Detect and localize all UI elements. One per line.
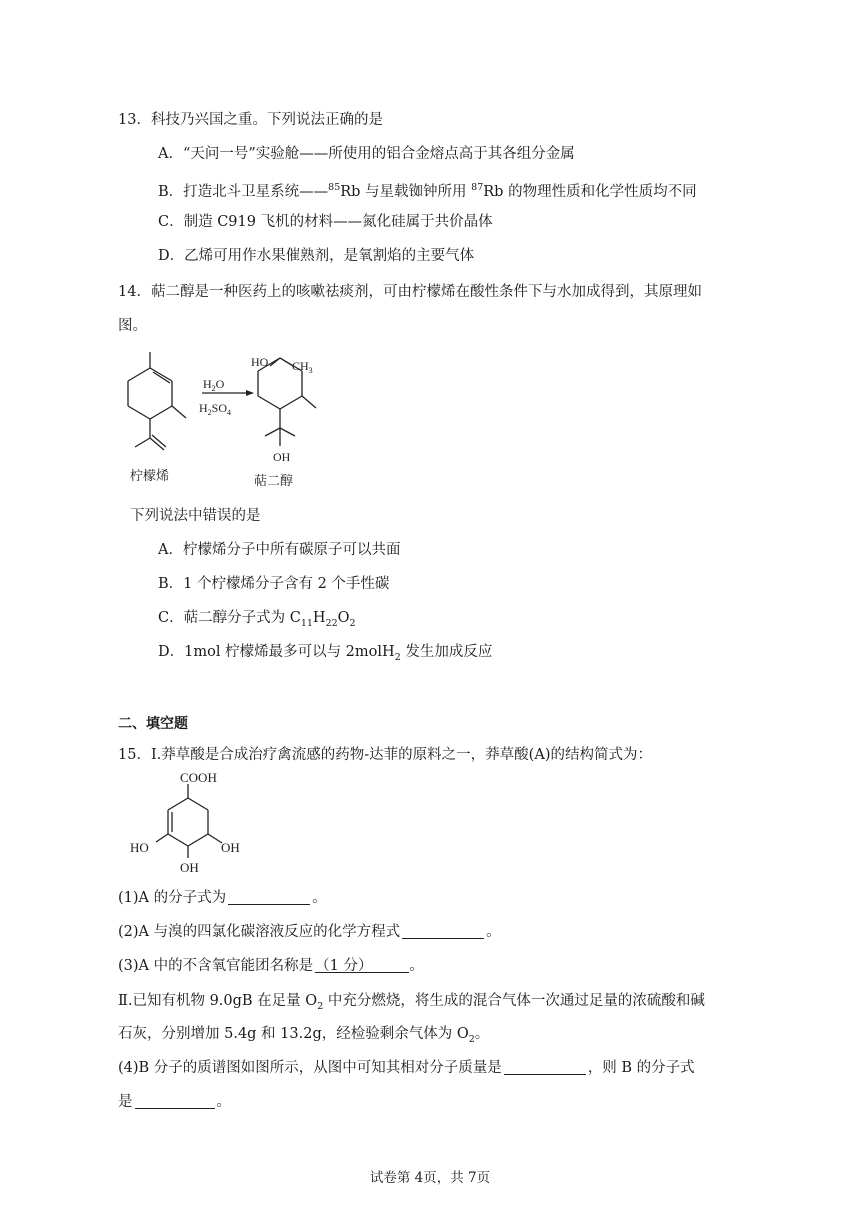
q14-option-d	[158, 642, 492, 668]
reagent-h2o-o: O	[215, 377, 225, 391]
q15-part3-end: 。	[409, 958, 424, 974]
reaction-scheme	[120, 340, 350, 500]
oh-right-label: OH	[221, 840, 240, 855]
q15-part2	[118, 922, 501, 942]
part2-l2-pre: 石灰，分别增加 5.4g 和 13.2g，经检验剩余气体为 O	[118, 1026, 469, 1042]
q15-part4	[118, 1058, 695, 1078]
answer-blank-1[interactable]	[228, 889, 310, 905]
q13-option-c: C．制造 C919 飞机的材料——氮化硅属于共价晶体	[158, 214, 493, 230]
part2-l1-pre: Ⅱ.已知有机物 9.0gB 在足量 O	[118, 993, 318, 1009]
q13-stem: 13．科技乃兴国之重。下列说法正确的是	[118, 112, 383, 128]
o2-sub-1: 2	[317, 1000, 324, 1012]
q14-option-a: A．柠檬烯分子中所有碳原子可以共面	[158, 542, 401, 558]
formula-sub-h: 22	[325, 617, 338, 629]
part2-l1-post: 中充分燃烧，将生成的混合气体一次通过足量的浓硫酸和碱	[323, 993, 705, 1009]
q14-stem-line2: 图。	[118, 318, 147, 334]
reagent-h2so4-h: H	[199, 401, 208, 415]
q14-option-b: B．1 个柠檬烯分子含有 2 个手性碳	[158, 576, 390, 592]
cooh-label: COOH	[180, 770, 217, 785]
terpin-ch3-label: CH	[292, 359, 309, 373]
q15-part1-text: (1)A 的分子式为	[118, 890, 227, 906]
o2-sub-2: 2	[468, 1033, 475, 1045]
q14-stem-line1: 14．萜二醇是一种医药上的咳嗽祛痰剂，可由柠檬烯在酸性条件下与水加成得到，其原理如	[118, 284, 702, 300]
limonene-name: 柠檬烯	[130, 468, 170, 483]
terpin-name: 萜二醇	[254, 473, 294, 488]
q15-part1-end: 。	[312, 890, 327, 906]
oh-bottom-label: OH	[180, 860, 199, 875]
terpin-ch3-sub: 3	[308, 366, 313, 375]
reagent-h2so4-so: SO	[211, 401, 228, 415]
reagent-h2so4-sub1: 2	[207, 408, 212, 417]
q13-option-b-mid: Rb 与星载铷钟所用	[340, 183, 472, 200]
q13-option-a: A．“天问一号”实验舱——所使用的铝合金熔点高于其各组分金属	[158, 146, 575, 162]
reagent-h2o-sub: 2	[211, 384, 216, 393]
q14-option-d-post: 发生加成反应	[400, 644, 493, 660]
formula-sub-o: 2	[349, 617, 356, 629]
terpin-oh-label: OH	[273, 450, 291, 464]
q15-part2-intro-line1	[118, 991, 705, 1017]
q14-prompt: 下列说法中错误的是	[130, 508, 261, 524]
formula-sub-c: 11	[300, 617, 313, 629]
answer-blank-2[interactable]	[402, 923, 484, 939]
q13-option-b-post: Rb 的物理性质和化学性质均不同	[483, 183, 697, 200]
q15-part2-intro-line2	[118, 1024, 489, 1050]
q15-part2-text: (2)A 与溴的四氯化碳溶液反应的化学方程式	[118, 924, 401, 940]
q13-option-b	[158, 178, 697, 202]
q13-option-d: D．乙烯可用作水果催熟剂，是氧割焰的主要气体	[158, 248, 475, 264]
terpin-ho-label: HO	[251, 355, 269, 369]
formula-h: H	[312, 610, 326, 626]
q13-option-b-pre: B．打造北斗卫星系统——	[158, 183, 329, 200]
q15-part3	[118, 956, 424, 976]
shikimic-acid-structure	[120, 766, 260, 881]
q15-part4-text: (4)B 分子的质谱图如图所示，从图中可知其相对分子质量是	[118, 1060, 502, 1076]
svg-text:H2O	[203, 377, 225, 393]
ho-left-label: HO	[130, 840, 149, 855]
answer-blank-5[interactable]	[135, 1093, 215, 1109]
section-heading: 二、填空题	[118, 716, 188, 732]
h2-sub: 2	[394, 651, 401, 663]
q15-part4-l2-pre: 是	[118, 1094, 133, 1110]
q14-option-c-pre: C．萜二醇分子式为 C	[158, 610, 301, 626]
q14-option-d-pre: D．1mol 柠檬烯最多可以与 2molH	[158, 644, 395, 660]
q15-part2-end: 。	[486, 924, 501, 940]
isotope-mass-85: 85	[328, 182, 341, 193]
q15-part4-mid: ，则 B 的分子式	[587, 1060, 695, 1076]
svg-text:CH3	[292, 359, 313, 375]
q15-part1	[118, 888, 327, 908]
q14-option-c	[158, 608, 356, 634]
answer-blank-4[interactable]	[504, 1059, 586, 1075]
svg-text:H2SO4	[199, 401, 231, 417]
q15-part4-l2-end: 。	[216, 1094, 231, 1110]
q15-part4-line2	[118, 1092, 231, 1112]
reagent-h2o-h: H	[203, 377, 212, 391]
isotope-mass-87: 87	[471, 182, 484, 193]
page-footer: 试卷第 4页，共 7页	[369, 1170, 491, 1186]
reagent-h2so4-sub2: 4	[227, 408, 232, 417]
q15-part3-text: (3)A 中的不含氧官能团名称是	[118, 958, 314, 974]
q15-part3-points: （1 分）	[315, 958, 366, 974]
q15-intro: 15．Ⅰ.莽草酸是合成治疗禽流感的药物-达菲的原料之一，莽草酸(A)的结构简式为：	[118, 747, 652, 763]
part2-l2-post: 。	[474, 1026, 490, 1042]
formula-o: O	[337, 610, 350, 626]
